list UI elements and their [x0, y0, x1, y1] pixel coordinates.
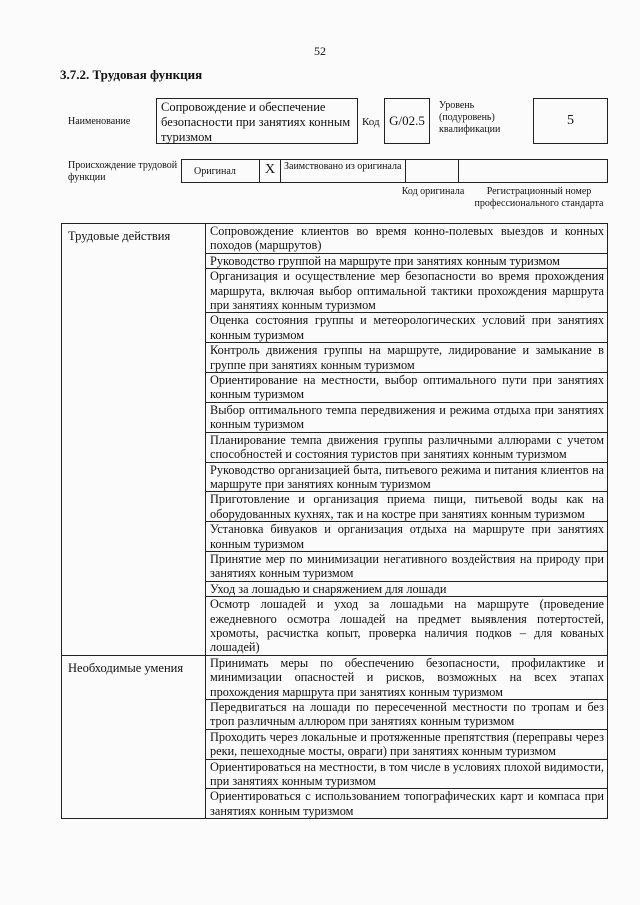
- skills-list: [206, 655, 608, 818]
- borrowed-label: Заимствовано из оригинала: [281, 160, 406, 182]
- list-item: Ориентирование на местности, выбор оптимального пути при занятиях конным туризмом: [206, 373, 607, 403]
- code-original-cell: [406, 160, 459, 182]
- list-item: Выбор оптимального темпа передвижения и режима отдыха при занятиях конным туризмом: [206, 403, 607, 433]
- list-item: Установка бивуаков и организация отдыха на маршруте при занятиях конным туризмом: [206, 522, 607, 552]
- list-item: Руководство организацией быта, питьевого режима и питания клиентов на маршруте при занятиях конным туризмом: [206, 463, 607, 493]
- list-item: Принятие мер по минимизации негативного воздействия на природу при занятиях конным туризмом: [206, 552, 607, 582]
- list-item: Осмотр лошадей и уход за лошадьми на маршруте (проведение ежедневного осмотра лошадей на предмет выявления потертостей, хромоты, расчистка копыт, проверка наличия подков – для кованых лошадей): [210, 597, 604, 655]
- skills-heading: Необходимые умения: [62, 655, 206, 818]
- list-item: Контроль движения группы на маршруте, лидирование и замыкание в группе при занятиях конным туризмом: [206, 343, 607, 373]
- list-item: Сопровождение клиентов во время конно-полевых выездов и конных походов (маршрутов): [206, 224, 607, 254]
- list-item: Передвигаться на лошади по пересеченной местности по тропам и без троп различным аллюром при занятиях конным туризмом: [206, 700, 607, 730]
- list-item: Уход за лошадью и снаряжением для лошади: [206, 582, 607, 597]
- list-item: Принимать меры по обеспечению безопасности, профилактике и минимизации опасностей и рисков, возможных на всех этапах прохождения маршрута при занятиях конным туризмом: [206, 656, 607, 700]
- origin-row: [181, 159, 608, 183]
- list-item: Руководство группой на маршруте при занятиях конным туризмом: [206, 254, 607, 269]
- labor-actions-list: [206, 224, 608, 656]
- labor-actions-row: [62, 224, 608, 656]
- reg-number-cell: [459, 160, 607, 182]
- labor-actions-heading: Трудовые действия: [62, 224, 206, 656]
- qualification-level-box: 5: [533, 98, 608, 144]
- section-title: 3.7.2. Трудовая функция: [60, 67, 203, 82]
- list-item: Проходить через локальные и протяженные препятствия (переправы через реки, пешеходные мосты, овраги) при занятиях конным туризмом: [206, 730, 607, 760]
- list-item: Оценка состояния группы и метеорологических условий при занятиях конным туризмом: [206, 313, 607, 343]
- list-item: Ориентироваться с использованием топографических карт и компаса при занятиях конным туризмом: [210, 789, 604, 818]
- original-mark: X: [260, 160, 281, 182]
- original-label: Оригинал: [182, 160, 260, 182]
- origin-label: Происхождение трудовой функции: [68, 160, 178, 183]
- reg-number-caption: Регистрационный номер профессионального стандарта: [474, 186, 604, 209]
- function-code-box: G/02.5: [384, 98, 430, 144]
- list-item: Организация и осуществление мер безопасности во время прохождения маршрута, включая выбор оптимальной тактики прохождения маршрута при занятиях конным туризмом: [206, 269, 607, 313]
- code-original-caption: Код оригинала: [401, 186, 465, 197]
- code-label: Код: [362, 116, 380, 128]
- list-item: Приготовление и организация приема пищи, питьевой воды как на оборудованных кухнях, так и на костре при занятиях конным туризмом: [206, 492, 607, 522]
- name-label: Наименование: [68, 116, 131, 127]
- level-label: Уровень (подуровень) квалификации: [439, 100, 501, 135]
- list-item: Ориентироваться на местности, в том числе в условиях плохой видимости, при занятиях конным туризмом: [206, 760, 607, 790]
- skills-row: [62, 655, 608, 818]
- list-item: Планирование темпа движения группы различными аллюрами с учетом способностей и состояния туристов при занятиях конным туризмом: [206, 433, 607, 463]
- function-name-box: Сопровождение и обеспечение безопасности при занятиях конным туризмом: [156, 98, 358, 144]
- page-number: 52: [314, 44, 326, 58]
- function-table: [61, 223, 608, 819]
